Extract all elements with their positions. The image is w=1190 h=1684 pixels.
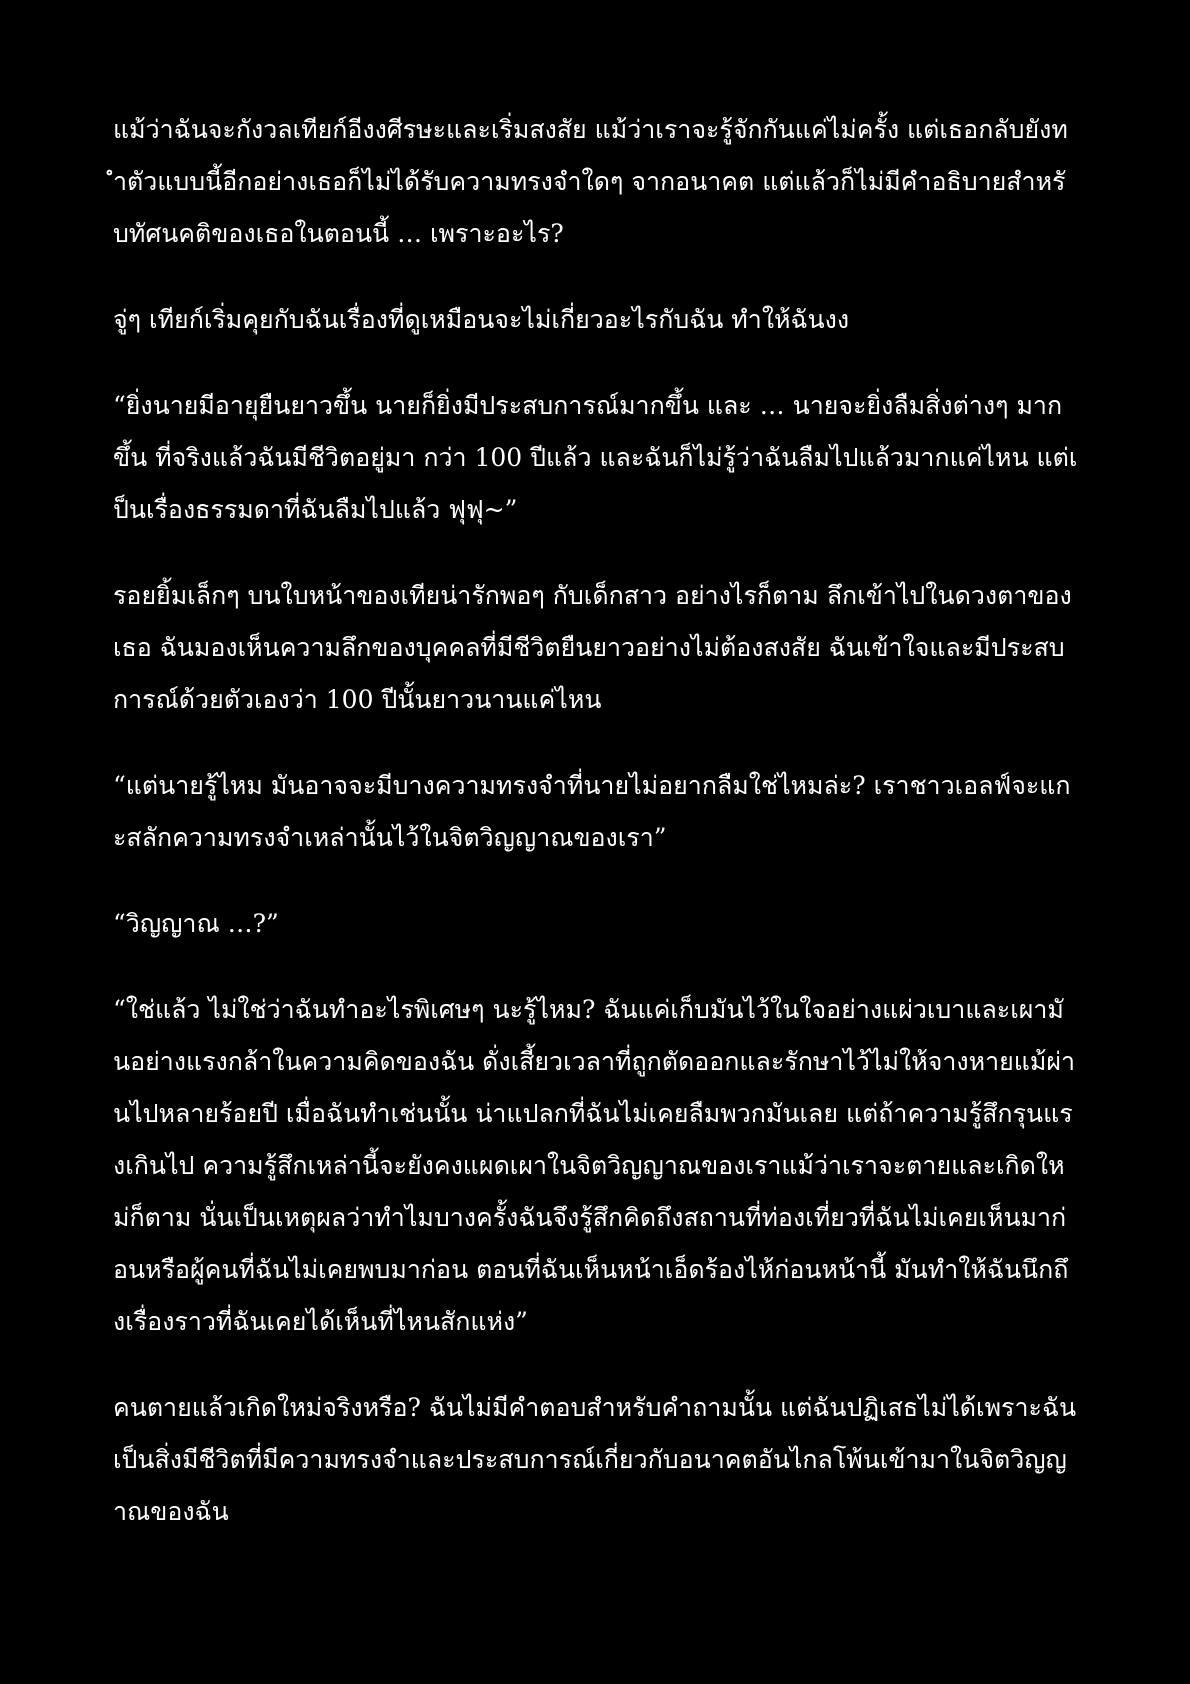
paragraph-3: “ยิ่งนายมีอายุยืนยาวขึ้น นายก็ยิ่งมีประสบการณ์มากขึ้น และ … นายจะยิ่งลืมสิ่งต่างๆ มากขึ้น ที่จริงแล้วฉันมีชีวิตอยู่มา กว่า 100 ปีแล้ว และฉันก็ไม่รู้ว่าฉันลืมไปแล้วมากแค่ไหน แต่เป็นเรื่องธรรมดาที่ฉันลืมไปแล้ว ฟุฟุ~” [113, 391, 1078, 524]
paragraph-7: “ใช่แล้ว ไม่ใช่ว่าฉันทำอะไรพิเศษๆ นะรู้ไหม? ฉันแค่เก็บมันไว้ในใจอย่างแผ่วเบาและเผามันอย่างแรงกล้าในความคิดของฉัน ดั่งเสี้ยวเวลาที่ถูกตัดออกและรักษาไว้ไม่ให้จางหายแม้ผ่านไปหลายร้อยปี เมื่อฉันทำเช่นนั้น น่าแปลกที่ฉันไม่เคยลืมพวกมันเลย แต่ถ้าความรู้สึกรุนแรงเกินไป ความรู้สึกเหล่านี้จะยังคงแผดเผาในจิตวิญญาณของเราแม้ว่าเราจะตายและเกิดใหม่ก็ตาม นั่นเป็นเหตุผลว่าทำไมบางครั้งฉันจึงรู้สึกคิดถึงสถานที่ท่องเที่ยวที่ฉันไม่เคยเห็นมาก่อนหรือผู้คนที่ฉันไม่เคยพบมาก่อน ตอนที่ฉันเห็นหน้าเอ็ดร้องไห้ก่อนหน้านี้ มันทำให้ฉันนึกถึงเรื่องราวที่ฉันเคยได้เห็นที่ไหนสักแห่ง” [113, 995, 1076, 1336]
paragraph-6: “วิญญาณ …?” [113, 909, 279, 938]
paragraph-4: รอยยิ้มเล็กๆ บนใบหน้าของเทียน่ารักพอๆ กับเด็กสาว อย่างไรก็ตาม ลึกเข้าไปในดวงตาของเธอ ฉันมองเห็นความลึกของบุคคลที่มีชีวิตยืนยาวอย่างไม่ต้องสงสัย ฉันเข้าใจและมีประสบการณ์ด้วยตัวเองว่า 100 ปีนั้นยาวนานแค่ไหน [113, 581, 1072, 714]
paragraph-8: คนตายแล้วเกิดใหม่จริงหรือ? ฉันไม่มีคำตอบสำหรับคำถามนั้น แต่ฉันปฏิเสธไม่ได้เพราะฉันเป็นสิ่งมีชีวิตที่มีความทรงจำและประสบการณ์เกี่ยวกับอนาคตอันไกลโพ้นเข้ามาในจิตวิญญาณของฉัน [113, 1393, 1077, 1526]
paragraph-1: แม้ว่าฉันจะกังวลเทียก์อีงงศีรษะและเริ่มสงสัย แม้ว่าเราจะรู้จักกันแค่ไม่ครั้ง แต่เธอกลับยังทำตัวแบบนี้อีกอย่างเธอก็ไม่ได้รับความทรงจำใดๆ จากอนาคต แต่แล้วก็ไม่มีคำอธิบายสำหรับทัศนคติของเธอในตอนนี้ … เพราะอะไร? [113, 115, 1068, 248]
paragraph-5: “แต่นายรู้ไหม มันอาจจะมีบางความทรงจำที่นายไม่อยากลืมใช่ไหมล่ะ? เราชาวเอลฟ์จะแกะสลักความทรงจำเหล่านั้นไว้ในจิตวิญญาณของเรา” [113, 771, 1071, 852]
paragraph-2: จู่ๆ เทียก์เริ่มคุยกับฉันเรื่องที่ดูเหมือนจะไม่เกี่ยวอะไรกับฉัน ทำให้ฉันงง [113, 305, 850, 334]
